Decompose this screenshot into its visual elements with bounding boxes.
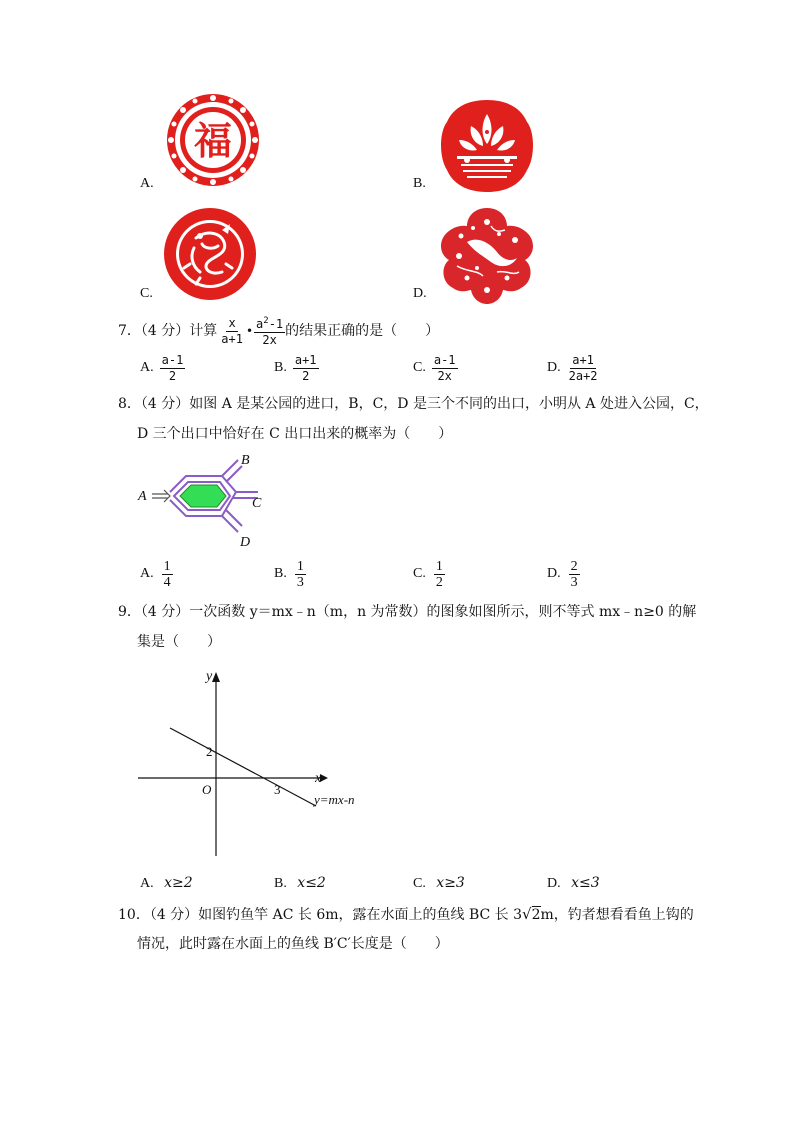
q8-option-b[interactable] xyxy=(274,556,306,592)
q8-option-d-label: D. xyxy=(547,566,561,581)
q9-function-graph xyxy=(134,664,374,864)
q6-option-c-label: C. xyxy=(140,286,153,301)
q8-label-c: C xyxy=(252,496,262,511)
q8-entrance-arrow xyxy=(152,490,170,502)
q7-option-b[interactable] xyxy=(274,350,319,386)
fu-character-papercut-icon xyxy=(158,90,268,190)
q8-option-b-denominator: 3 xyxy=(296,574,304,590)
q8-option-d[interactable] xyxy=(547,556,580,592)
q7-fraction-2-numerator xyxy=(254,314,285,333)
q8-park-diagram xyxy=(134,452,274,552)
q7-option-d-numerator: a+1 xyxy=(572,352,594,367)
q8-option-b-label: B. xyxy=(274,566,287,581)
q9-function-line xyxy=(170,728,316,806)
q6-options xyxy=(0,0,794,310)
q10-stem-part-a: 10．（4 分）如图钓鱼竿 AC 长 6m，露在水面上的鱼线 BC 长 3 xyxy=(118,907,523,923)
q8-option-d-numerator: 2 xyxy=(570,558,578,574)
q7-option-b-denominator: 2 xyxy=(302,368,310,383)
q9-origin-label: O xyxy=(202,782,212,797)
q7-option-a-label: A. xyxy=(140,360,154,375)
q6-option-a-label: A. xyxy=(140,176,154,191)
q10-stem-line-2: 情况，此时露在水面上的鱼线 B′C′长度是（ ） xyxy=(137,936,449,952)
q7-option-a[interactable] xyxy=(140,350,185,386)
q7-suffix: 的结果正确的是（ ） xyxy=(285,323,440,339)
q9-option-c-text: x≥3 xyxy=(436,875,465,891)
q7-option-c-denominator: 2x xyxy=(437,368,452,383)
q8-stem-line-2: D 三个出口中恰好在 C 出口出来的概率为（ ） xyxy=(137,426,453,442)
q9-x-axis-label: x xyxy=(315,771,322,786)
q9-y-intercept-label: 2 xyxy=(206,744,213,759)
svg-text:福: 福 xyxy=(193,121,233,163)
q7-option-d-label: D. xyxy=(547,360,561,375)
q10-sqrt-radicand: 2 xyxy=(531,907,541,923)
q7-fraction-2-base: a xyxy=(256,317,264,331)
q9-y-axis-label: y xyxy=(206,669,213,684)
q9-options xyxy=(0,874,794,894)
q8-option-a-numerator: 1 xyxy=(163,558,171,574)
q7-option-b-numerator: a+1 xyxy=(294,352,317,367)
q8-option-c-denominator: 2 xyxy=(435,574,443,590)
q9-option-b-label: B. xyxy=(274,876,287,891)
q8-option-d-fraction xyxy=(569,559,580,590)
q7-option-a-numerator: a-1 xyxy=(161,352,184,367)
q8-label-a: A xyxy=(138,489,147,504)
q7-option-a-denominator: 2 xyxy=(168,368,177,383)
dragon-papercut-icon xyxy=(160,204,260,304)
q8-label-b: B xyxy=(241,453,250,468)
q9-option-b[interactable] xyxy=(274,874,326,893)
q10-stem-part-b: m，钓者想看看鱼上钩的 xyxy=(540,907,694,923)
q7-option-b-fraction xyxy=(293,353,319,384)
q9-stem-line-1: 9．（4 分）一次函数 y＝mx﹣n（m，n 为常数）的图象如图所示，则不等式 mx﹣n≥0 的解 xyxy=(118,604,697,620)
q8-label-d: D xyxy=(240,535,251,550)
q7-option-d-fraction xyxy=(567,353,600,384)
q7-option-c-label: C. xyxy=(413,360,426,375)
q7-options xyxy=(0,350,794,390)
q8-option-a[interactable] xyxy=(140,556,173,592)
bird-flower-papercut-icon xyxy=(437,206,537,306)
q8-option-a-label: A. xyxy=(140,566,154,581)
q8-option-a-fraction xyxy=(162,559,173,590)
q7-fraction-2 xyxy=(254,314,285,348)
q7-fraction-2-denominator: 2x xyxy=(262,333,277,347)
q9-option-d-label: D. xyxy=(547,876,561,891)
q9-option-a[interactable] xyxy=(140,874,193,893)
q8-option-c-fraction xyxy=(434,559,445,590)
q9-x-intercept-label: 3 xyxy=(274,782,281,797)
q6-option-b-label: B. xyxy=(413,176,426,191)
q9-option-d[interactable] xyxy=(547,874,600,893)
q7-option-c-numerator: a-1 xyxy=(433,352,456,367)
q7-option-b-label: B. xyxy=(274,360,287,375)
q9-option-b-text: x≤2 xyxy=(297,875,326,891)
q6-option-d-label: D. xyxy=(413,286,427,301)
q9-y-axis-arrow xyxy=(212,672,220,682)
q9-line-label: y=mx-n xyxy=(314,792,355,807)
q7-option-d-denominator: 2a+2 xyxy=(568,368,598,383)
q7-fraction-1-numerator: x xyxy=(228,315,236,330)
q9-option-c-label: C. xyxy=(413,876,426,891)
q8-option-b-numerator: 1 xyxy=(296,558,304,574)
q7-option-c-fraction xyxy=(432,353,458,384)
q8-option-a-denominator: 4 xyxy=(163,574,171,590)
q9-option-c[interactable] xyxy=(413,874,465,893)
q10-stem-line-1 xyxy=(118,905,694,924)
q8-option-c-label: C. xyxy=(413,566,426,581)
q8-stem-line-1: 8．（4 分）如图 A 是某公园的进口，B，C，D 是三个不同的出口，小明从 A 处进入公园，C， xyxy=(118,396,709,412)
q7-option-c[interactable] xyxy=(413,350,458,386)
q9-stem-line-2: 集是（ ） xyxy=(137,634,221,650)
q7-prefix: 7．（4 分）计算 xyxy=(118,323,218,339)
q7-multiply-dot: • xyxy=(245,324,254,338)
q8-option-d-denominator: 3 xyxy=(570,574,578,590)
q7-fraction-2-exponent: 2 xyxy=(263,316,269,326)
q7-option-d[interactable] xyxy=(547,350,600,386)
q7-fraction-2-tail: -1 xyxy=(268,317,284,331)
q8-green-hexagon xyxy=(180,485,226,507)
lotus-papercut-icon xyxy=(437,96,537,196)
q7-fraction-1-denominator: a+1 xyxy=(221,331,243,346)
q7-fraction-1 xyxy=(219,316,245,347)
q9-option-d-text: x≤3 xyxy=(571,875,600,891)
q9-option-a-label: A. xyxy=(140,876,154,891)
q7-stem xyxy=(118,314,439,348)
q8-option-c[interactable] xyxy=(413,556,445,592)
q10-sqrt-sign: √ xyxy=(522,905,532,923)
q8-options xyxy=(0,556,794,596)
q8-option-b-fraction xyxy=(295,559,306,590)
q7-option-a-fraction xyxy=(160,353,186,384)
q8-option-c-numerator: 1 xyxy=(435,558,443,574)
q9-option-a-text: x≥2 xyxy=(164,875,193,891)
